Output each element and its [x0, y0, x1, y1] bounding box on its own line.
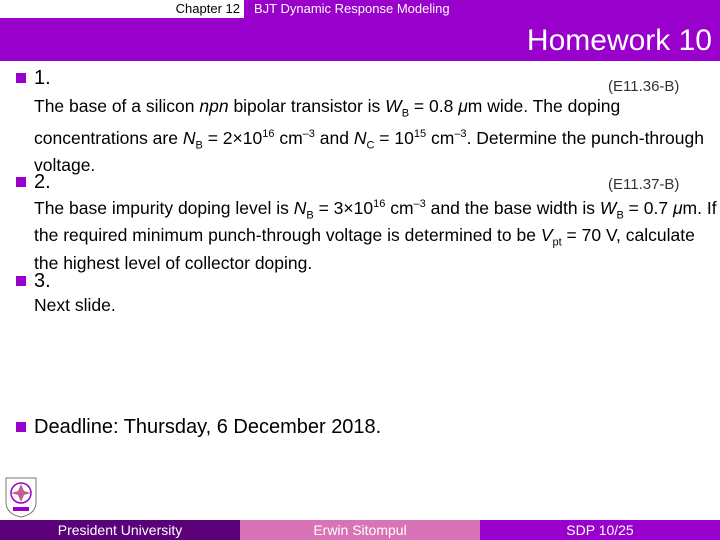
footer-slide-number: SDP 10/25 [566, 522, 634, 538]
problem-2-number: 2. [34, 171, 51, 193]
problem-3-text: Next slide. [34, 295, 116, 315]
bullet-icon [16, 177, 26, 187]
problem-2-text: The base impurity doping level is $N_B = 3\times 10^{16}$ $cm^{-3}$ and the base width is $W_B = 0.7$ μm. If the required minimum punch-through voltage is determined to be $V_{pt} = 70$ V, calculate the highest level of collector doping. [34, 197, 717, 273]
slide-title: Homework 10 [526, 24, 712, 57]
problem-1-text: The base of a silicon npn bipolar transistor is $W_B = 0.8$ μm wide. The doping concentrations are $N_B = 2\times 10^{16}$ $cm^{-3}$ and $N_C = 10^{15}$ $cm^{-3}$. Determine the punch-through voltage. [34, 96, 704, 175]
footer-middle-panel [240, 520, 480, 540]
chapter-label: Chapter 12 [175, 1, 240, 16]
footer-author: Erwin Sitompul [313, 522, 407, 538]
problem-2-reference: (E11.37-B) [608, 176, 680, 193]
bullet-icon [16, 276, 26, 286]
topic-label: BJT Dynamic Response Modeling [254, 1, 450, 16]
footer-university: President University [57, 522, 183, 538]
footer-left-panel [0, 520, 240, 540]
problem-1-reference: (E11.36-B) [608, 78, 680, 95]
problem-3-number: 3. [34, 270, 51, 292]
bullet-icon [16, 73, 26, 83]
bullet-icon [16, 422, 26, 432]
deadline-text: Deadline: Thursday, 6 December 2018. [34, 416, 382, 438]
problem-1-number: 1. [34, 67, 51, 89]
footer-right-panel [480, 520, 720, 540]
university-seal-icon [4, 476, 38, 518]
